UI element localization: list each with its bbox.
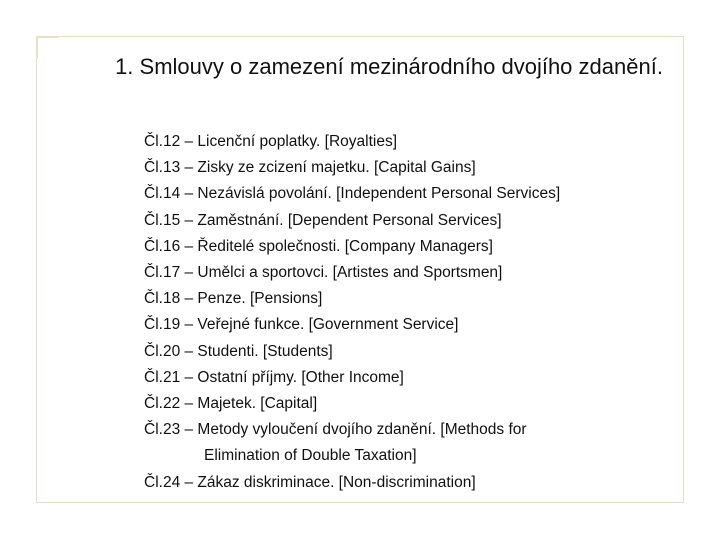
list-item-text: Čl.17 – Umělci a sportovci. [Artistes and Sportsmen] [144, 264, 503, 282]
frame-corner-accent [36, 36, 58, 58]
list-item [144, 312, 674, 338]
list-item [144, 129, 674, 155]
list-item-text: Čl.13 – Zisky ze zcizení majetku. [Capital Gains] [144, 159, 476, 177]
list-item-text: Čl.22 – Majetek. [Capital] [144, 395, 318, 413]
list-item [144, 339, 674, 365]
list-item [144, 260, 674, 286]
list-item-continuation: Elimination of Double Taxation] [204, 447, 417, 465]
list-item-text: Čl.24 – Zákaz diskriminace. [Non-discrimination] [144, 473, 476, 491]
list-item-text: Čl.19 – Veřejné funkce. [Government Service] [144, 316, 459, 334]
list-item [144, 365, 674, 391]
article-list [144, 129, 674, 496]
list-item-text: Čl.16 – Ředitelé společnosti. [Company Managers] [144, 237, 493, 255]
list-item [144, 470, 674, 496]
list-item-text: Čl.15 – Zaměstnání. [Dependent Personal Services] [144, 211, 502, 229]
slide-title: 1. Smlouvy o zamezení mezinárodního dvojího zdanění. [115, 54, 663, 79]
list-item [144, 391, 674, 417]
list-item [144, 417, 674, 469]
list-item-text: Čl.12 – Licenční poplatky. [Royalties] [144, 133, 398, 150]
list-item-text: Čl.14 – Nezávislá povolání. [Independent Personal Services] [144, 185, 561, 203]
list-item-text: Čl.23 – Metody vyloučení dvojího zdanění. [Methods for [144, 421, 527, 439]
list-item [144, 286, 674, 312]
list-item-text: Čl.21 – Ostatní příjmy. [Other Income] [144, 368, 404, 386]
list-item-text: Čl.18 – Penze. [Pensions] [144, 290, 323, 308]
list-item [144, 208, 674, 234]
list-item [144, 155, 674, 181]
list-item [144, 234, 674, 260]
list-item-text: Čl.20 – Studenti. [Students] [144, 342, 333, 360]
list-item [144, 181, 674, 207]
